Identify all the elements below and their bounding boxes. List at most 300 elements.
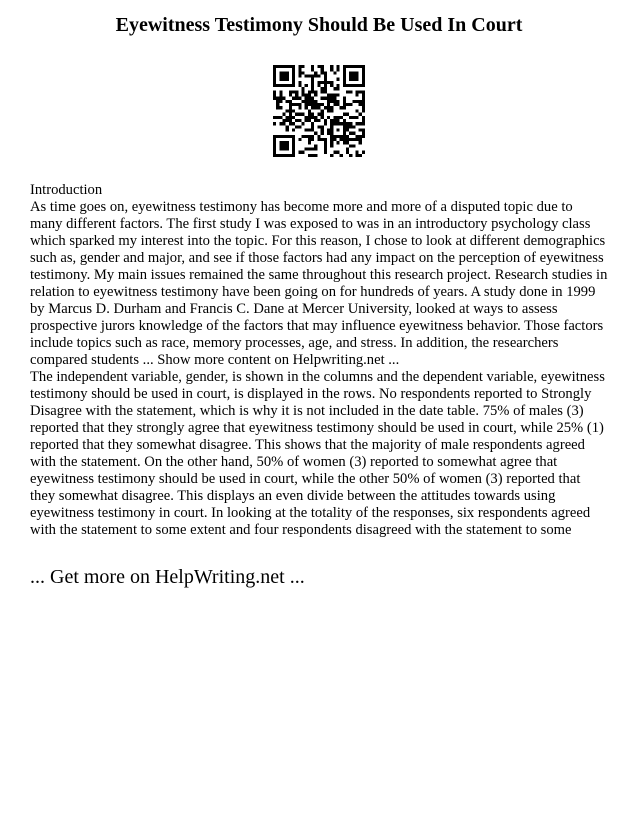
qr-module (308, 75, 311, 78)
qr-module (330, 132, 333, 135)
qr-module (273, 154, 276, 157)
qr-module (324, 87, 327, 90)
qr-module (324, 90, 327, 93)
qr-module (279, 97, 282, 100)
qr-module (276, 97, 279, 100)
qr-module (333, 119, 336, 122)
qr-module (343, 71, 346, 74)
qr-module (314, 100, 317, 103)
qr-module (286, 75, 289, 78)
qr-module (311, 100, 314, 103)
qr-module (311, 154, 314, 157)
qr-module (314, 106, 317, 109)
qr-module (317, 103, 320, 106)
qr-module (327, 106, 330, 109)
qr-module (330, 68, 333, 71)
qr-module (286, 154, 289, 157)
qr-module (355, 94, 358, 97)
qr-module (355, 78, 358, 81)
qr-module (324, 97, 327, 100)
qr-module (311, 81, 314, 84)
qr-module (346, 65, 349, 68)
qr-module (327, 128, 330, 131)
qr-module (355, 135, 358, 138)
qr-module (273, 147, 276, 150)
qr-module (321, 68, 324, 71)
qr-module (330, 84, 333, 87)
qr-module (324, 138, 327, 141)
qr-module (283, 141, 286, 144)
qr-module (289, 65, 292, 68)
qr-module (355, 100, 358, 103)
qr-module (330, 144, 333, 147)
qr-module (292, 154, 295, 157)
qr-module (343, 97, 346, 100)
qr-module (317, 138, 320, 141)
qr-module (273, 75, 276, 78)
qr-module (336, 116, 339, 119)
qr-module (292, 97, 295, 100)
qr-module (321, 87, 324, 90)
qr-module (305, 135, 308, 138)
qr-module (324, 144, 327, 147)
qr-module (362, 97, 365, 100)
qr-module (346, 113, 349, 116)
qr-module (359, 100, 362, 103)
qr-module (308, 94, 311, 97)
qr-module (321, 90, 324, 93)
qr-module (314, 90, 317, 93)
qr-module (336, 141, 339, 144)
qr-module (305, 100, 308, 103)
qr-module (349, 103, 352, 106)
qr-module (292, 144, 295, 147)
qr-module (276, 65, 279, 68)
qr-module (343, 119, 346, 122)
qr-module (352, 132, 355, 135)
qr-module (298, 65, 301, 68)
qr-module (349, 132, 352, 135)
qr-module (292, 109, 295, 112)
qr-module (314, 103, 317, 106)
qr-module (355, 109, 358, 112)
qr-module (352, 84, 355, 87)
qr-module (308, 109, 311, 112)
qr-module (292, 75, 295, 78)
qr-module (362, 78, 365, 81)
qr-module (273, 151, 276, 154)
qr-module (330, 135, 333, 138)
qr-module (349, 154, 352, 157)
qr-module (311, 106, 314, 109)
qr-module (286, 125, 289, 128)
qr-module (324, 151, 327, 154)
qr-module (362, 109, 365, 112)
qr-module (349, 90, 352, 93)
qr-module (298, 103, 301, 106)
qr-module (308, 119, 311, 122)
qr-module (362, 128, 365, 131)
qr-module (340, 116, 343, 119)
qr-module (333, 71, 336, 74)
qr-module (295, 119, 298, 122)
qr-module (336, 151, 339, 154)
qr-module (340, 138, 343, 141)
qr-module (305, 147, 308, 150)
qr-module (305, 119, 308, 122)
qr-module (362, 90, 365, 93)
qr-module (362, 75, 365, 78)
qr-module (308, 90, 311, 93)
qr-module (346, 84, 349, 87)
qr-module (324, 141, 327, 144)
qr-module (273, 138, 276, 141)
qr-module (327, 132, 330, 135)
qr-module (308, 147, 311, 150)
qr-module (336, 94, 339, 97)
qr-module (321, 138, 324, 141)
qr-module (289, 84, 292, 87)
qr-module (362, 151, 365, 154)
qr-module (314, 132, 317, 135)
qr-module (343, 65, 346, 68)
qr-module (330, 94, 333, 97)
qr-module (349, 71, 352, 74)
qr-module (286, 78, 289, 81)
qr-module (302, 122, 305, 125)
qr-module (273, 81, 276, 84)
qr-module (279, 75, 282, 78)
qr-module (343, 132, 346, 135)
qr-module (289, 122, 292, 125)
qr-module (359, 84, 362, 87)
qr-module (286, 144, 289, 147)
qr-module (298, 75, 301, 78)
qr-module (352, 65, 355, 68)
qr-module (330, 81, 333, 84)
qr-module (343, 125, 346, 128)
qr-module (321, 116, 324, 119)
qr-module (355, 154, 358, 157)
qr-module (311, 122, 314, 125)
qr-module (292, 65, 295, 68)
qr-module (355, 138, 358, 141)
qr-module (298, 119, 301, 122)
qr-module (298, 106, 301, 109)
qr-module (352, 75, 355, 78)
qr-module (349, 78, 352, 81)
qr-module (283, 84, 286, 87)
qr-module (311, 138, 314, 141)
page-title: Eyewitness Testimony Should Be Used In Court (115, 14, 523, 36)
qr-module (292, 147, 295, 150)
qr-module (305, 97, 308, 100)
qr-module (283, 65, 286, 68)
qr-module (343, 84, 346, 87)
qr-module (279, 78, 282, 81)
qr-module (327, 103, 330, 106)
qr-module (305, 75, 308, 78)
qr-module (276, 135, 279, 138)
qr-module (311, 135, 314, 138)
qr-module (283, 144, 286, 147)
qr-module (349, 116, 352, 119)
qr-module (336, 68, 339, 71)
qr-module (308, 138, 311, 141)
qr-module (321, 132, 324, 135)
qr-module (327, 97, 330, 100)
qr-module (279, 116, 282, 119)
qr-module (359, 90, 362, 93)
qr-module (355, 75, 358, 78)
qr-module (340, 122, 343, 125)
qr-module (279, 141, 282, 144)
qr-module (355, 84, 358, 87)
qr-module (292, 122, 295, 125)
qr-module (346, 122, 349, 125)
qr-module (321, 71, 324, 74)
qr-module (333, 103, 336, 106)
qr-module (276, 100, 279, 103)
qr-module (336, 84, 339, 87)
qr-module (343, 128, 346, 131)
qr-module (324, 78, 327, 81)
qr-module (292, 84, 295, 87)
qr-module (333, 100, 336, 103)
qr-module (276, 154, 279, 157)
qr-module (321, 81, 324, 84)
qr-module (343, 141, 346, 144)
qr-module (305, 84, 308, 87)
qr-module (355, 151, 358, 154)
qr-module (314, 147, 317, 150)
qr-module (279, 65, 282, 68)
qr-module (362, 132, 365, 135)
qr-module (343, 113, 346, 116)
qr-module (311, 78, 314, 81)
qr-module (289, 103, 292, 106)
qr-module (311, 116, 314, 119)
qr-module (289, 109, 292, 112)
qr-module (362, 119, 365, 122)
qr-module (286, 100, 289, 103)
qr-module (308, 128, 311, 131)
qr-module (292, 135, 295, 138)
qr-module (349, 125, 352, 128)
qr-module (327, 109, 330, 112)
qr-module (273, 116, 276, 119)
qr-module (279, 71, 282, 74)
qr-module (273, 71, 276, 74)
qr-module (359, 103, 362, 106)
qr-module (295, 113, 298, 116)
qr-module (359, 138, 362, 141)
qr-module (336, 122, 339, 125)
qr-module (311, 90, 314, 93)
qr-module (321, 125, 324, 128)
qr-module (333, 138, 336, 141)
qr-module (343, 100, 346, 103)
qr-module (273, 135, 276, 138)
qr-module (308, 141, 311, 144)
qr-module (302, 113, 305, 116)
qr-module (355, 116, 358, 119)
qr-module (336, 119, 339, 122)
qr-module (362, 116, 365, 119)
qr-module (314, 116, 317, 119)
qr-module (346, 138, 349, 141)
qr-module (283, 119, 286, 122)
qr-module (330, 97, 333, 100)
qr-module (286, 128, 289, 131)
qr-module (298, 113, 301, 116)
qr-module (362, 94, 365, 97)
qr-module (333, 116, 336, 119)
qr-module (359, 122, 362, 125)
qr-module (333, 122, 336, 125)
qr-module (289, 94, 292, 97)
qr-module (314, 75, 317, 78)
qr-module (343, 75, 346, 78)
qr-module (321, 103, 324, 106)
qr-module (298, 81, 301, 84)
qr-module (314, 144, 317, 147)
qr-module (336, 135, 339, 138)
qr-module (305, 116, 308, 119)
qr-module (336, 100, 339, 103)
qr-module (327, 94, 330, 97)
qr-module (298, 84, 301, 87)
qr-module (292, 138, 295, 141)
qr-module (321, 128, 324, 131)
qr-module (283, 122, 286, 125)
qr-module (286, 147, 289, 150)
qr-module (305, 106, 308, 109)
qr-module (286, 71, 289, 74)
qr-module (292, 141, 295, 144)
qr-module (346, 135, 349, 138)
qr-module (355, 122, 358, 125)
qr-module (346, 103, 349, 106)
qr-module (330, 138, 333, 141)
section-heading: Introduction (30, 182, 103, 198)
qr-module (333, 94, 336, 97)
qr-module (340, 135, 343, 138)
qr-module (362, 84, 365, 87)
qr-module (283, 71, 286, 74)
qr-module (302, 151, 305, 154)
qr-module (289, 135, 292, 138)
qr-module (302, 90, 305, 93)
qr-module (279, 135, 282, 138)
qr-module (273, 84, 276, 87)
qr-module (302, 135, 305, 138)
get-more-link[interactable]: ... Get more on HelpWriting.net ... (30, 566, 305, 588)
qr-module (292, 81, 295, 84)
qr-module (311, 84, 314, 87)
qr-module (298, 71, 301, 74)
qr-module (308, 113, 311, 116)
qr-module (343, 106, 346, 109)
qr-module (359, 141, 362, 144)
qr-module (352, 144, 355, 147)
qr-module (317, 119, 320, 122)
qr-module (362, 100, 365, 103)
qr-module (324, 147, 327, 150)
qr-module (327, 116, 330, 119)
qr-module (343, 138, 346, 141)
qr-module (343, 122, 346, 125)
qr-module (311, 65, 314, 68)
qr-module (302, 71, 305, 74)
qr-module (362, 65, 365, 68)
qr-module (349, 122, 352, 125)
qr-module (292, 78, 295, 81)
qr-module (349, 84, 352, 87)
qr-module (286, 119, 289, 122)
qr-module (292, 68, 295, 71)
qr-module (295, 94, 298, 97)
qr-module (321, 97, 324, 100)
qr-module (362, 106, 365, 109)
qr-module (283, 135, 286, 138)
qr-module (333, 87, 336, 90)
qr-module (359, 135, 362, 138)
qr-module (283, 78, 286, 81)
qr-module (352, 125, 355, 128)
qr-module (321, 113, 324, 116)
qr-module (359, 154, 362, 157)
qr-module (336, 87, 339, 90)
qr-module (308, 154, 311, 157)
qr-module (302, 87, 305, 90)
qr-module (273, 144, 276, 147)
qr-module (308, 135, 311, 138)
qr-module (314, 119, 317, 122)
qr-module (289, 106, 292, 109)
qr-module (273, 78, 276, 81)
qr-module (311, 128, 314, 131)
qr-module (308, 100, 311, 103)
qr-module (349, 65, 352, 68)
qr-module (317, 75, 320, 78)
qr-module (343, 68, 346, 71)
qr-module (279, 94, 282, 97)
qr-module (324, 81, 327, 84)
qr-module (286, 141, 289, 144)
qr-module (273, 94, 276, 97)
qr-code-icon (273, 65, 365, 157)
qr-module (289, 113, 292, 116)
qr-module (286, 109, 289, 112)
qr-module (324, 122, 327, 125)
qr-module (298, 151, 301, 154)
qr-module (295, 97, 298, 100)
qr-module (352, 71, 355, 74)
qr-module (273, 122, 276, 125)
qr-module (333, 97, 336, 100)
qr-module (314, 71, 317, 74)
paragraph-results: The independent variable, gender, is shown in the columns and the dependent variable, eyewitness testimony should be used in court, is displayed in the rows. No respondents reported to Strongly Disagree with the statement, which is why it is not included in the date table. 75% of males (3) reported that they strongly agree that eyewitness testimony should be used in court, while 25% (1) reported that they somewhat disagree. This shows that the majority of male respondents agreed with the statement. On the other hand, 50% of women (3) reported to somewhat agree that eyewitness testimony should be used in court, while the other 50% of women (3) reported that they somewhat disagree. This displays an even divide between the attitudes towards using eyewitness testimony in court. In looking at the totality of the responses, six respondents agreed with the statement to some extent and four respondents disagreed with the statement to some (30, 369, 605, 538)
qr-module (283, 97, 286, 100)
qr-module (336, 78, 339, 81)
qr-module (289, 100, 292, 103)
qr-module (311, 68, 314, 71)
qr-module (355, 65, 358, 68)
qr-module (292, 128, 295, 131)
qr-module (298, 138, 301, 141)
qr-module (340, 106, 343, 109)
